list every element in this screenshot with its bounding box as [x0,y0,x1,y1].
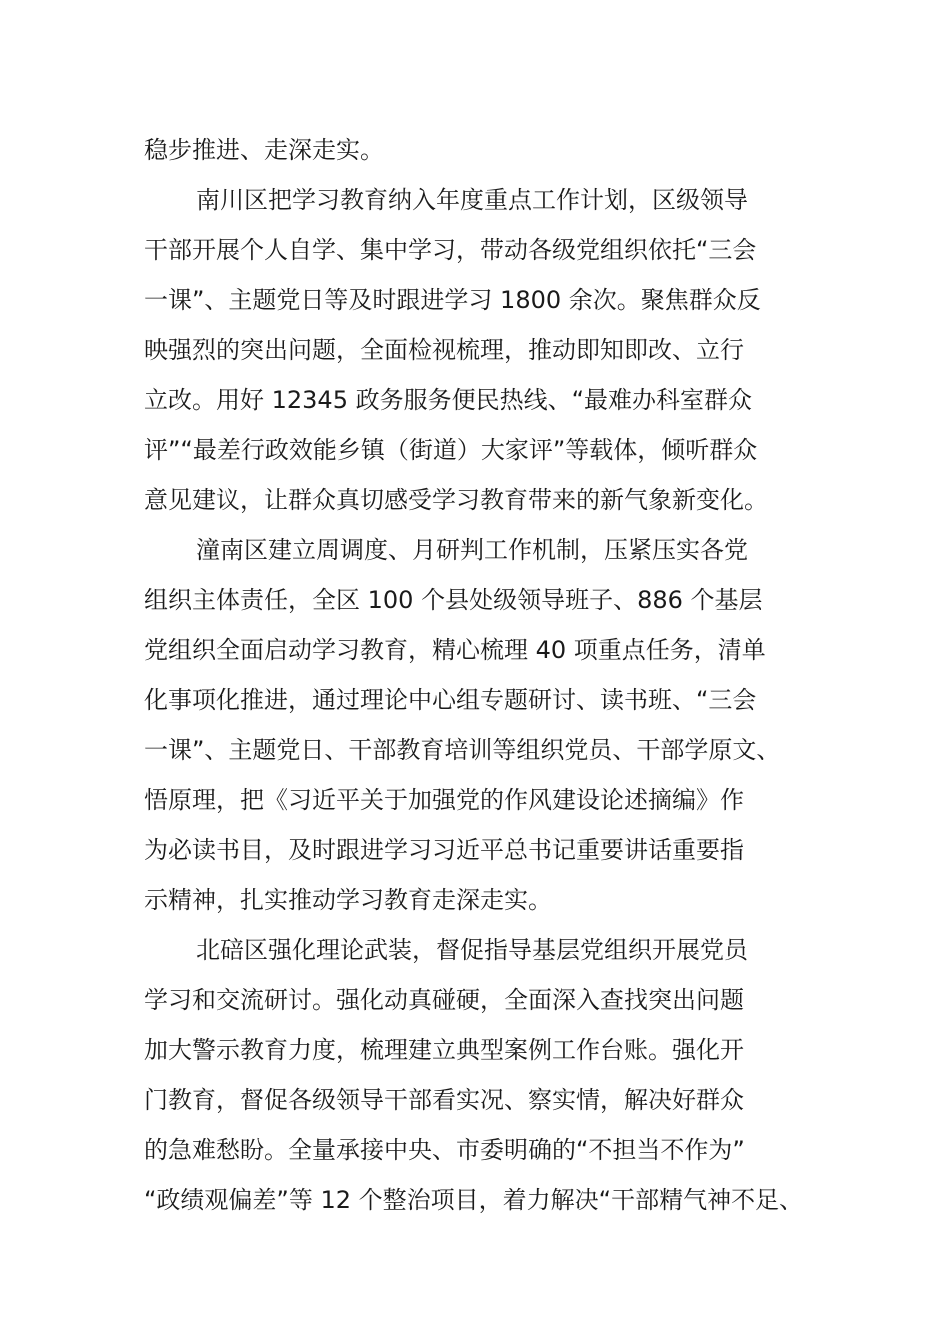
paragraph-tongnan-line: 组织主体责任，全区 100 个县处级领导班子、886 个基层 [144,586,763,614]
paragraph-nanchuan-line: 评”“最差行政效能乡镇（街道）大家评”等载体，倾听群众 [144,436,758,464]
paragraph-beibei-line: 学习和交流研讨。强化动真碰硬，全面深入查找突出问题 [144,986,744,1014]
paragraph-beibei-line: 加大警示教育力度，梳理建立典型案例工作台账。强化开 [144,1036,744,1064]
paragraph-nanchuan-line: 映强烈的突出问题，全面检视梳理，推动即知即改、立行 [144,336,744,364]
paragraph-nanchuan-line: 立改。用好 12345 政务服务便民热线、“最难办科室群众 [144,386,753,414]
paragraph-tongnan-line: 示精神，扎实推动学习教育走深走实。 [144,886,552,914]
paragraph-tongnan-line: 化事项化推进，通过理论中心组专题研讨、读书班、“三会 [144,686,757,714]
paragraph-tongnan-line: 为必读书目，及时跟进学习习近平总书记重要讲话重要指 [144,836,744,864]
text-line: 稳步推进、走深走实。 [144,136,384,164]
paragraph-beibei-line: “政绩观偏差”等 12 个整治项目，着力解决“干部精气神不足、 [144,1186,804,1214]
paragraph-beibei-line: 门教育，督促各级领导干部看实况、察实情，解决好群众 [144,1086,744,1114]
paragraph-tongnan-line: 一课”、主题党日、干部教育培训等组织党员、干部学原文、 [144,736,781,764]
paragraph-beibei-line: 北碚区强化理论武装，督促指导基层党组织开展党员 [196,936,748,964]
paragraph-nanchuan-line: 南川区把学习教育纳入年度重点工作计划，区级领导 [196,186,748,214]
paragraph-tongnan-line: 潼南区建立周调度、月研判工作机制，压紧压实各党 [196,536,748,564]
paragraph-tongnan-line: 悟原理，把《习近平关于加强党的作风建设论述摘编》作 [144,786,744,814]
paragraph-nanchuan-line: 意见建议，让群众真切感受学习教育带来的新气象新变化。 [144,486,768,514]
paragraph-nanchuan-line: 干部开展个人自学、集中学习，带动各级党组织依托“三会 [144,236,757,264]
paragraph-nanchuan-line: 一课”、主题党日等及时跟进学习 1800 余次。聚焦群众反 [144,286,761,314]
paragraph-beibei-line: 的急难愁盼。全量承接中央、市委明确的“不担当不作为” [144,1136,745,1164]
paragraph-tongnan-line: 党组织全面启动学习教育，精心梳理 40 项重点任务，清单 [144,636,766,664]
